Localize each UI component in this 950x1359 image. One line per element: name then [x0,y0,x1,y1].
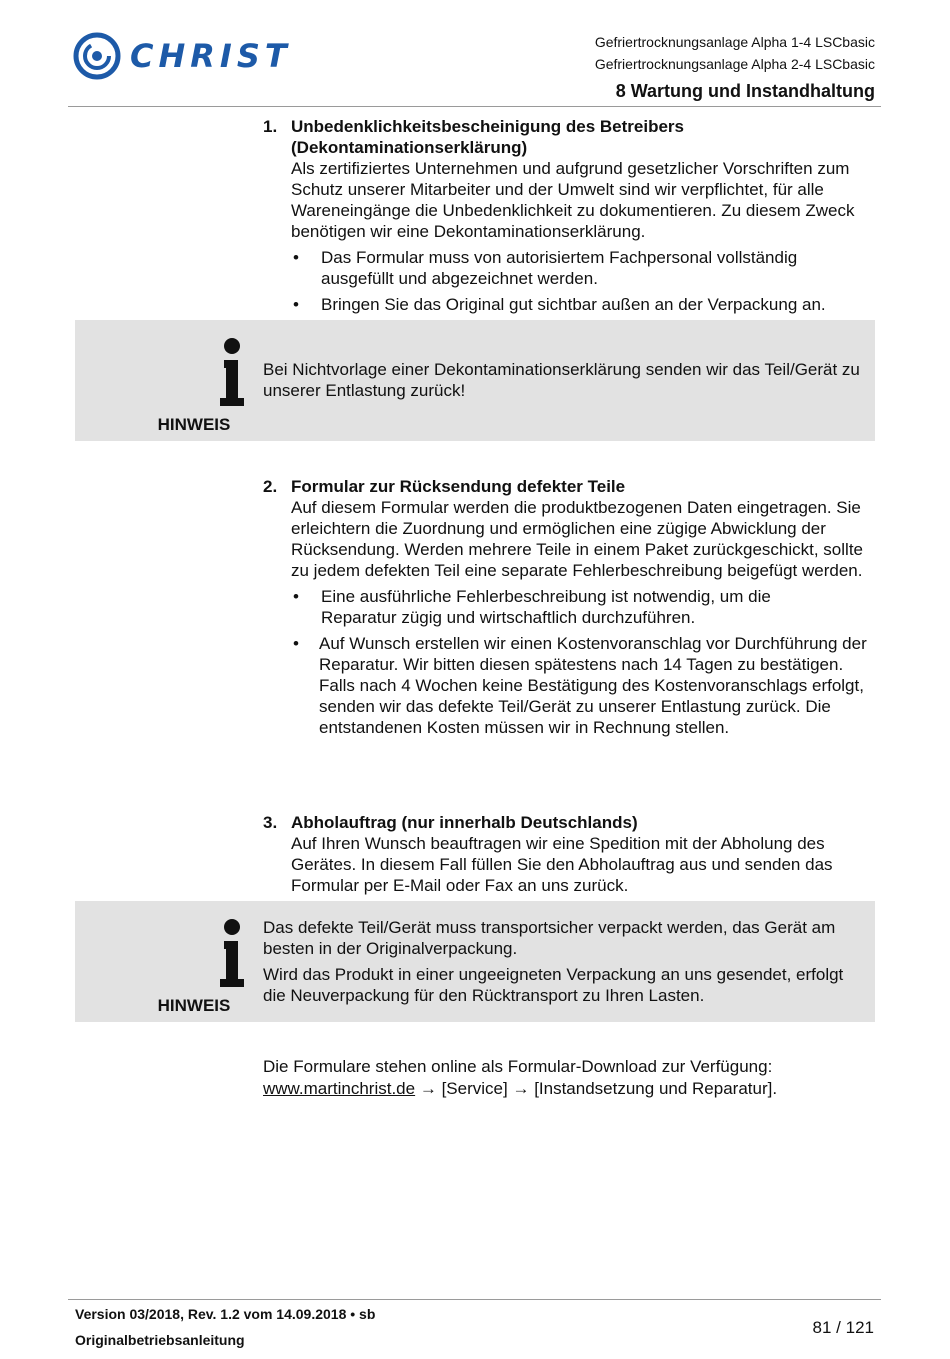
section-number: 3. [263,813,278,832]
note-text: Das defekte Teil/Gerät muss transportsicher verpackt werden, das Gerät am besten in der Originalverpackung. [263,918,836,958]
note-box [75,901,875,1022]
bullet-text: Das Formular muss von autorisiertem Fachpersonal vollständig ausgefüllt und abgezeichnet werden. [321,248,798,288]
bullet-dot: • [293,634,299,653]
footer-doc-type: Originalbetriebsanleitung [75,1332,245,1348]
note-label: HINWEIS [157,996,231,1015]
chapter-title: 8 Wartung und Instandhaltung [615,81,875,101]
section-body: Auf diesem Formular werden die produktbezogenen Daten eingetragen. Sie erleichtern die Zuordnung und ermöglichen eine zügige Abwicklung der Rücksendung. Werden mehrere Teile in einem Paket zurückgeschickt, sollte zu jedem defekten Teil eine separate Fehlerbeschreibung beigefügt werden. [291,498,863,580]
header-divider [68,106,881,107]
bullet-dot: • [293,295,299,314]
section-number: 2. [263,477,278,496]
footer-version: Version 03/2018, Rev. 1.2 vom 14.09.2018 • sb [75,1306,376,1322]
bullet-item [263,247,883,289]
logo-wordmark: CHRIST [130,37,292,75]
download-intro: Die Formulare stehen online als Formular-Download zur Verfügung: [263,1057,773,1076]
info-icon [218,338,246,406]
arrow-icon: → [419,1079,437,1098]
section-1 [263,116,883,315]
website-link[interactable]: www.martinchrist.de [263,1079,416,1098]
section-title: Unbedenklichkeitsbescheinigung des Betreibers [291,117,685,136]
bullet-text: Eine ausführliche Fehlerbeschreibung ist notwendig, um die Reparatur zügig und wirtschaftlich durchzuführen. [321,587,771,627]
section-3 [263,812,883,896]
section-title: Formular zur Rücksendung defekter Teile [291,477,626,496]
download-info [263,1056,883,1099]
bullet-text: Auf Wunsch erstellen wir einen Kostenvoranschlag vor Durchführung der Reparatur. Wir bitten diesen spätestens nach 14 Tagen zu bestätigen. Falls nach 4 Wochen keine Bestätigung des Kostenvoranschlags erfolgt, senden wir das defekte Teil/Gerät zu unserer Entlastung zurück. Die entstandenen Kosten müssen wir in Rechnung stellen. [319,634,867,737]
arrow-icon: → [512,1079,530,1098]
bullet-item [263,294,883,315]
section-number: 1. [263,117,278,136]
product-line-1: Gefriertrocknungsanlage Alpha 1-4 LSCbasic [594,34,875,50]
section-body: Als zertifiziertes Unternehmen und aufgrund gesetzlicher Vorschriften zum Schutz unserer Mitarbeiter und der Umwelt sind wir verpflichtet, für alle Wareneingänge die Unbedenklichkeit zu dokumentieren. Zu diesem Zweck benötigen wir eine Dekontaminationserklärung. [291,159,855,241]
info-icon [218,919,246,987]
service-label: [Service] [441,1079,508,1098]
page-number: 81 / 121 [812,1318,874,1337]
note-text-2: Wird das Produkt in einer ungeeigneten Verpackung an uns gesendet, erfolgt die Neuverpackung für den Rücktransport zu Ihren Lasten. [263,965,844,1005]
christ-logo [72,31,314,81]
footer-divider [68,1299,881,1300]
section-title: Abholauftrag (nur innerhalb Deutschlands) [291,813,638,832]
download-path [263,1078,883,1099]
bullet-dot: • [293,248,299,267]
section-title-cont: (Dekontaminationserklärung) [291,138,528,157]
section-2 [263,476,883,738]
product-line-2: Gefriertrocknungsanlage Alpha 2-4 LSCbasic [594,56,875,72]
note-text: Bei Nichtvorlage einer Dekontaminationserklärung senden wir das Teil/Gerät zu unserer Entlastung zurück! [263,360,860,400]
section-body: Auf Ihren Wunsch beauftragen wir eine Spedition mit der Abholung des Gerätes. In diesem Fall füllen Sie den Abholauftrag aus und senden das Formular per E-Mail oder Fax an uns zurück. [291,834,833,895]
note-box [75,320,875,441]
note-label: HINWEIS [157,415,231,434]
bullet-text: Bringen Sie das Original gut sichtbar außen an der Verpackung an. [321,295,826,314]
bullet-item [263,633,883,738]
bullet-dot: • [293,587,299,606]
repair-label: [Instandsetzung und Reparatur]. [534,1079,778,1098]
bullet-item [263,586,883,628]
